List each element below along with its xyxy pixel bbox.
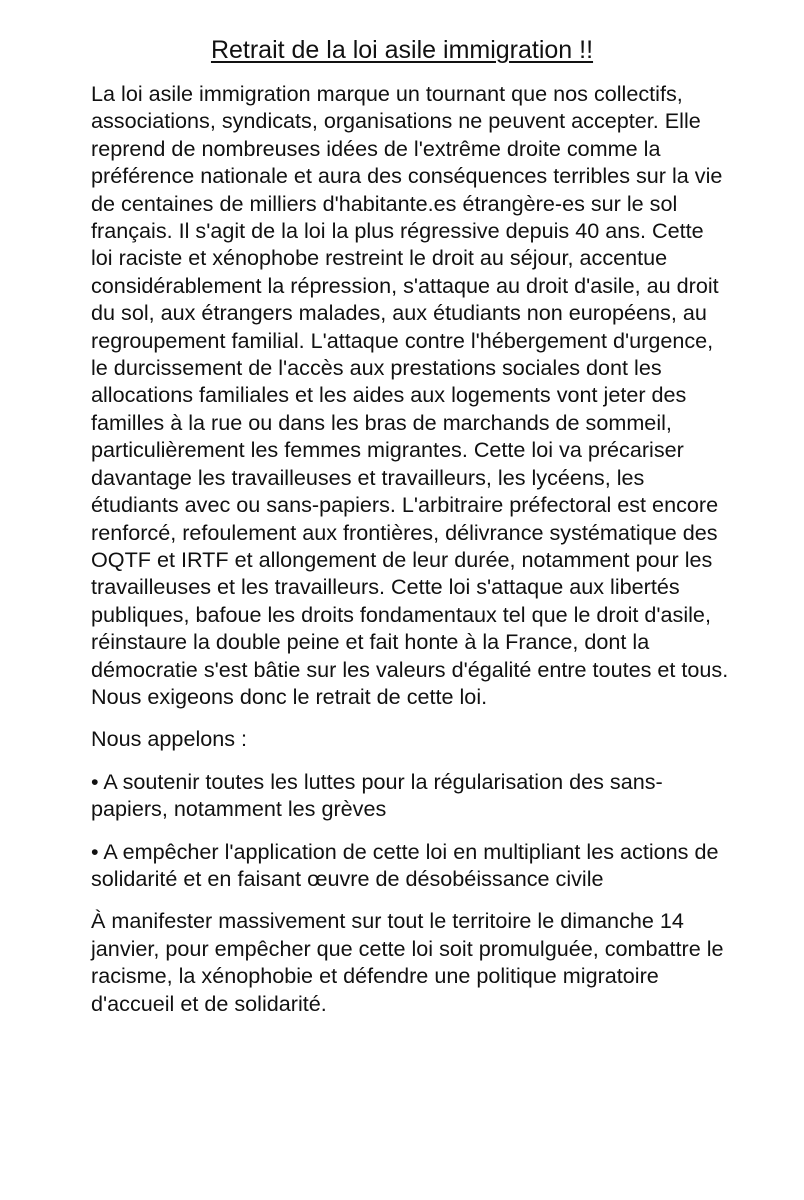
bullet-item-regularisation: • A soutenir toutes les luttes pour la régularisation des sans-papiers, notamment les grèves — [91, 768, 663, 822]
closing-paragraph: À manifester massivement sur tout le territoire le dimanche 14 janvier, pour empêcher que cette loi soit promulguée, combattre le racisme, la xénophobie et défendre une politique migratoire d'accueil et de solidarité. — [91, 908, 724, 1016]
document-title: Retrait de la loi asile immigration !! — [210, 36, 594, 64]
intro-paragraph: La loi asile immigration marque un tournant que nos collectifs, associations, syndicats, organisations ne peuvent accepter. Elle reprend de nombreuses idées de l'extrême droite comme la préférence nationale et aura des conséquences terribles sur la vie de centaines de milliers d'habitante.es étrangère-es sur le sol français. Il s'agit de la loi la plus régressive depuis 40 ans. Cette loi raciste et xénophobe restreint le droit au séjour, accentue considérablement la répression, s'attaque au droit d'asile, au droit du sol, aux étrangers malades, aux étudiants non européens, au regroupement familial. L'attaque contre l'hébergement d'urgence, le durcissement de l'accès aux prestations sociales dont les allocations familiales et les aides aux logements vont jeter des familles à la rue ou dans les bras de marchands de sommeil, particulièrement les femmes migrantes. Cette loi va précariser davantage les travailleuses et travailleurs, les lycéens, les étudiants avec ou sans-papiers. L'arbitraire préfectoral est encore renforcé, refoulement aux frontières, délivrance systématique des OQTF et IRTF et allongement de leur durée, notamment pour les travailleuses et les travailleurs. Cette loi s'attaque aux libertés publiques, bafoue les droits fondamentaux tel que le droit d'asile, réinstaure la double peine et fait honte à la France, dont la démocratie s'est bâtie sur les valeurs d'égalité entre toutes et tous. Nous exigeons donc le retrait de cette loi. — [91, 81, 729, 709]
document-body — [91, 80, 731, 1017]
call-heading: Nous appelons : — [91, 726, 248, 752]
bullet-item-solidarity: • A empêcher l'application de cette loi en multipliant les actions de solidarité et en faisant œuvre de désobéissance civile — [91, 838, 719, 891]
